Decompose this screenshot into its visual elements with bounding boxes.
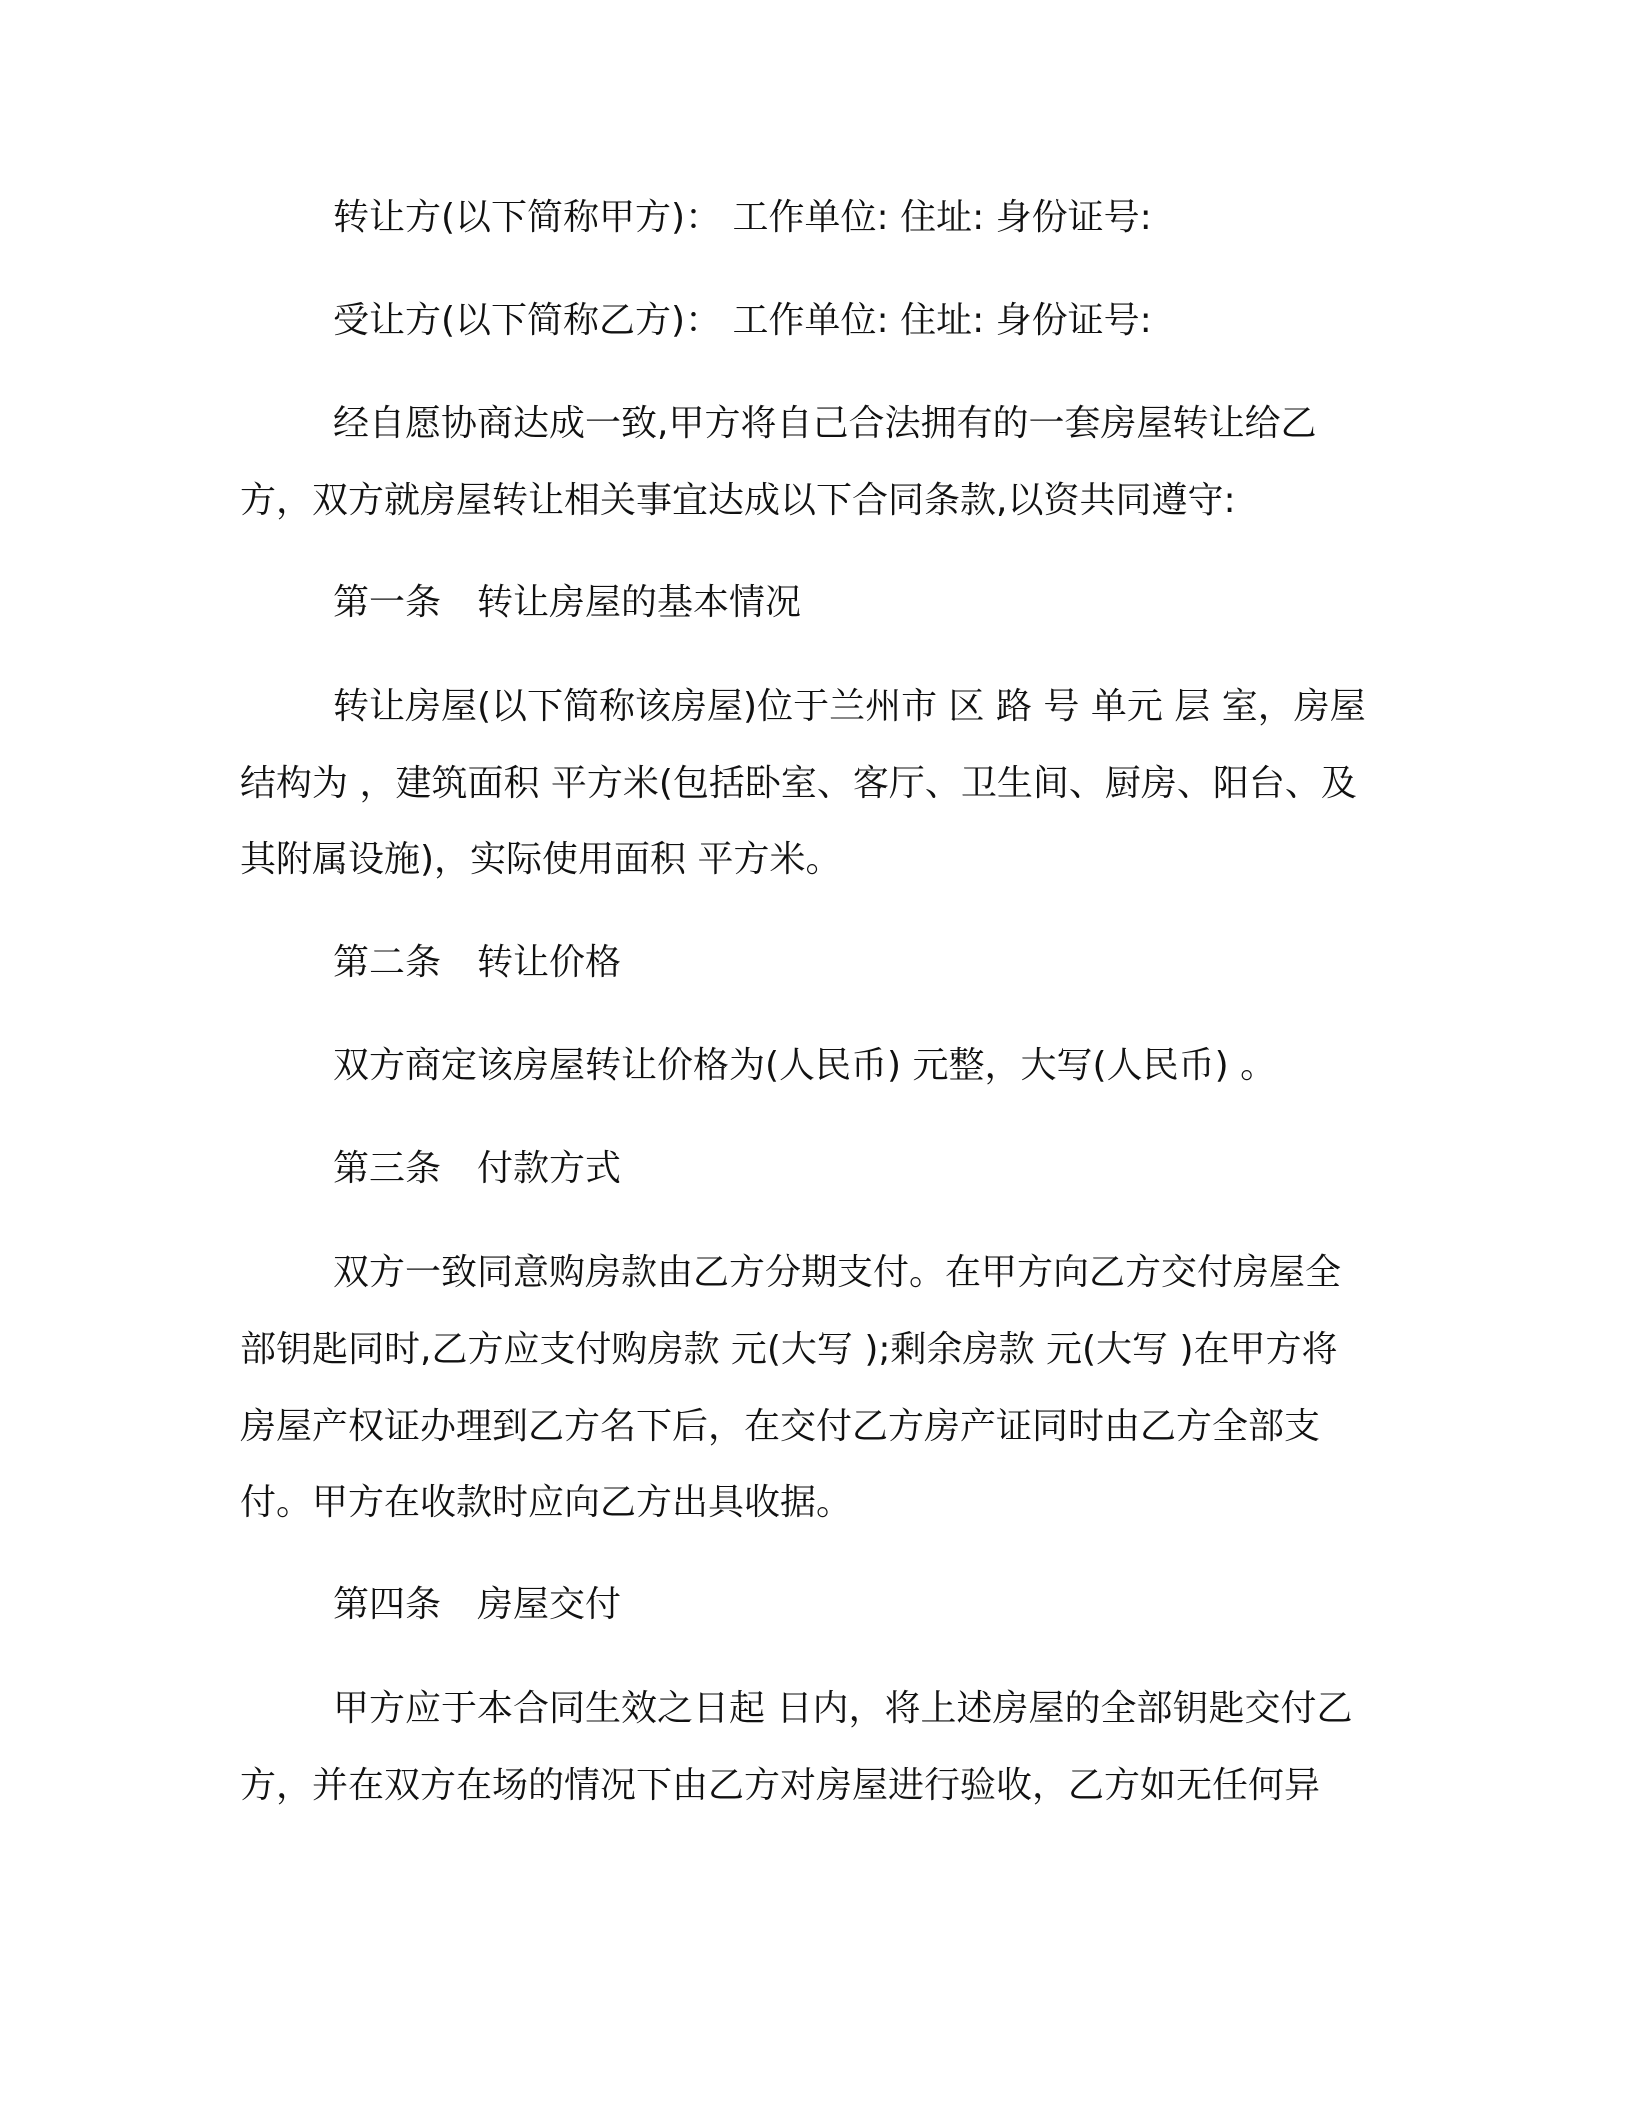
article3-heading: 第三条 付款方式 bbox=[333, 1148, 622, 1189]
article3-line-1: 双方一致同意购房款由乙方分期支付。在甲方向乙方交付房屋全 bbox=[333, 1252, 1342, 1293]
article1-heading: 第一条 转让房屋的基本情况 bbox=[333, 582, 802, 623]
article2-heading: 第二条 转让价格 bbox=[333, 942, 622, 983]
transferee-line: 受让方(以下简称乙方)： 工作单位: 住址: 身份证号: bbox=[333, 300, 1152, 341]
preamble-line-1: 经自愿协商达成一致,甲方将自己合法拥有的一套房屋转让给乙 bbox=[333, 403, 1317, 444]
preamble-line-2: 方，双方就房屋转让相关事宜达成以下合同条款,以资共同遵守: bbox=[240, 480, 1236, 521]
article4-line-1: 甲方应于本合同生效之日起 日内，将上述房屋的全部钥匙交付乙 bbox=[333, 1688, 1353, 1729]
article4-line-2: 方，并在双方在场的情况下由乙方对房屋进行验收，乙方如无任何异 bbox=[240, 1765, 1321, 1806]
transferor-line: 转让方(以下简称甲方)： 工作单位: 住址: 身份证号: bbox=[333, 197, 1152, 238]
article3-line-3: 房屋产权证办理到乙方名下后，在交付乙方房产证同时由乙方全部支 bbox=[240, 1406, 1321, 1447]
article3-line-2: 部钥匙同时,乙方应支付购房款 元(大写 );剩余房款 元(大写 )在甲方将 bbox=[240, 1329, 1338, 1370]
article1-line-3: 其附属设施)，实际使用面积 平方米。 bbox=[240, 839, 842, 880]
article2-line-1: 双方商定该房屋转让价格为(人民币) 元整，大写(人民币) 。 bbox=[333, 1045, 1277, 1086]
article1-line-2: 结构为 ，建筑面积 平方米(包括卧室、客厅、卫生间、厨房、阳台、及 bbox=[240, 763, 1357, 804]
article4-heading: 第四条 房屋交付 bbox=[333, 1584, 622, 1625]
article3-line-4: 付。甲方在收款时应向乙方出具收据。 bbox=[240, 1482, 853, 1523]
article1-line-1: 转让房屋(以下简称该房屋)位于兰州市 区 路 号 单元 层 室，房屋 bbox=[333, 686, 1366, 727]
